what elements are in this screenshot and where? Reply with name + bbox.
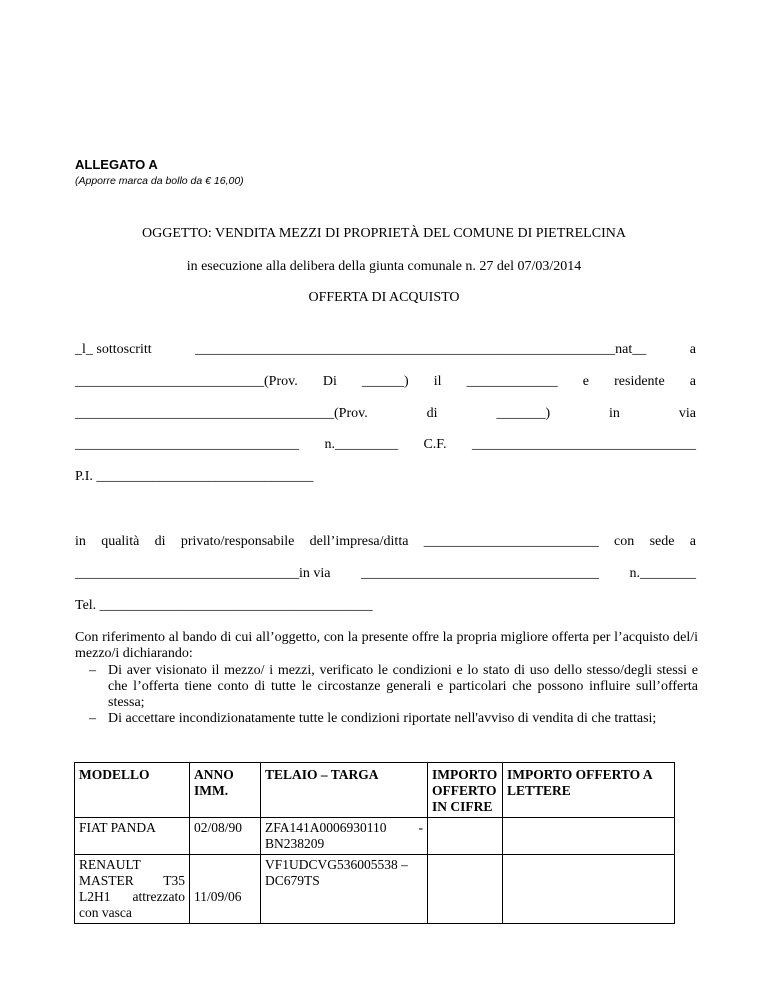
subject-line: OGGETTO: VENDITA MEZZI DI PROPRIETÀ DEL COMUNE DI PIETRELCINA [142,226,626,241]
form-line-address: ________________________________ n._________ C.F. ________________________________ [75,437,696,452]
cell-model: FIAT PANDA [75,818,190,855]
header-amount-figures: IMPORTO OFFERTO IN CIFRE [428,763,503,818]
resolution-line: in esecuzione alla delibera della giunta comunale n. 27 del 07/03/2014 [186,259,582,274]
form-line-signatory: _l_ sottoscritt ____________________________________________________________nat__ a [75,342,696,357]
company-field[interactable]: _________________________ [423,534,599,549]
cell-year: 02/08/90 [190,818,261,855]
header-chassis-plate: TELAIO – TARGA [261,763,428,818]
cell-amount-words[interactable] [503,855,675,924]
company-number-field[interactable]: n.________ [629,566,696,581]
header-year: ANNO IMM. [190,763,261,818]
form-line-birthplace: ___________________________(Prov. Di ______) il _____________ e residente a [75,374,696,389]
street-number-field[interactable]: n._________ [324,437,398,452]
form-line-capacity: in qualità di privato/responsabile dell’impresa/ditta _________________________ con sede a [75,534,696,549]
birth-province-field[interactable]: ______) [361,374,409,389]
cell-chassis-plate: ZFA141A0006930110 - BN238209 [261,818,428,855]
signatory-label: _l_ sottoscritt [75,342,152,357]
cell-year: 11/09/06 [190,855,261,924]
list-item: – Di accettare incondizionatamente tutte le condizioni riportate nell'avviso di vendita di che trattasi; [89,711,657,726]
street-field[interactable]: ________________________________ [75,437,299,452]
cell-chassis-plate: VF1UDCVG536005538 – DC679TS [261,855,428,924]
declaration-paragraph: Con riferimento al bando di cui all’oggetto, con la presente offre la propria migliore offerta per l’acquisto del/i mezzo/i dichiarando: [75,630,698,661]
signatory-field[interactable]: ____________________________________________________________nat__ [195,342,647,357]
company-city-field[interactable]: ________________________________in via [75,566,331,581]
header-amount-words: IMPORTO OFFERTO A LETTERE [503,763,675,818]
table-header-row [75,763,675,818]
cell-model: RENAULT MASTER T35 L2H1 attrezzato con vasca [75,855,190,924]
residence-field[interactable]: _____________________________________(Prov. [75,406,368,421]
offer-title: OFFERTA DI ACQUISTO [308,290,460,305]
table-row [75,855,675,924]
form-line-residence: _____________________________________(Prov. di _______) in via [75,406,696,421]
birth-date-field[interactable]: _____________ [466,374,558,389]
attachment-title: ALLEGATO A [75,157,158,172]
company-street-field[interactable]: __________________________________ [361,566,599,581]
stamp-note: (Apporre marca da bollo da € 16,00) [75,175,244,187]
declaration-list [75,663,698,727]
vehicles-table [74,762,675,924]
residence-province-field[interactable]: _______) [496,406,551,421]
header-model: MODELLO [75,763,190,818]
table-row [75,818,675,855]
cell-amount-words[interactable] [503,818,675,855]
birthplace-field[interactable]: ___________________________(Prov. [75,374,298,389]
tax-code-field[interactable]: ________________________________ [471,437,696,452]
cell-amount-figures[interactable] [428,818,503,855]
vat-number-field[interactable]: P.I. _______________________________ [75,469,314,484]
form-line-company-address [75,566,696,582]
phone-field[interactable]: Tel. _______________________________________ [75,598,373,613]
cell-amount-figures[interactable] [428,855,503,924]
list-item: – Di aver visionato il mezzo/ i mezzi, verificato le condizioni e lo stato di uso dello stesso/degli stessi e che l’offerta tiene conto di tutte le circostanze generali e particolari che possono influire sull’offerta stessa; [89,663,698,710]
